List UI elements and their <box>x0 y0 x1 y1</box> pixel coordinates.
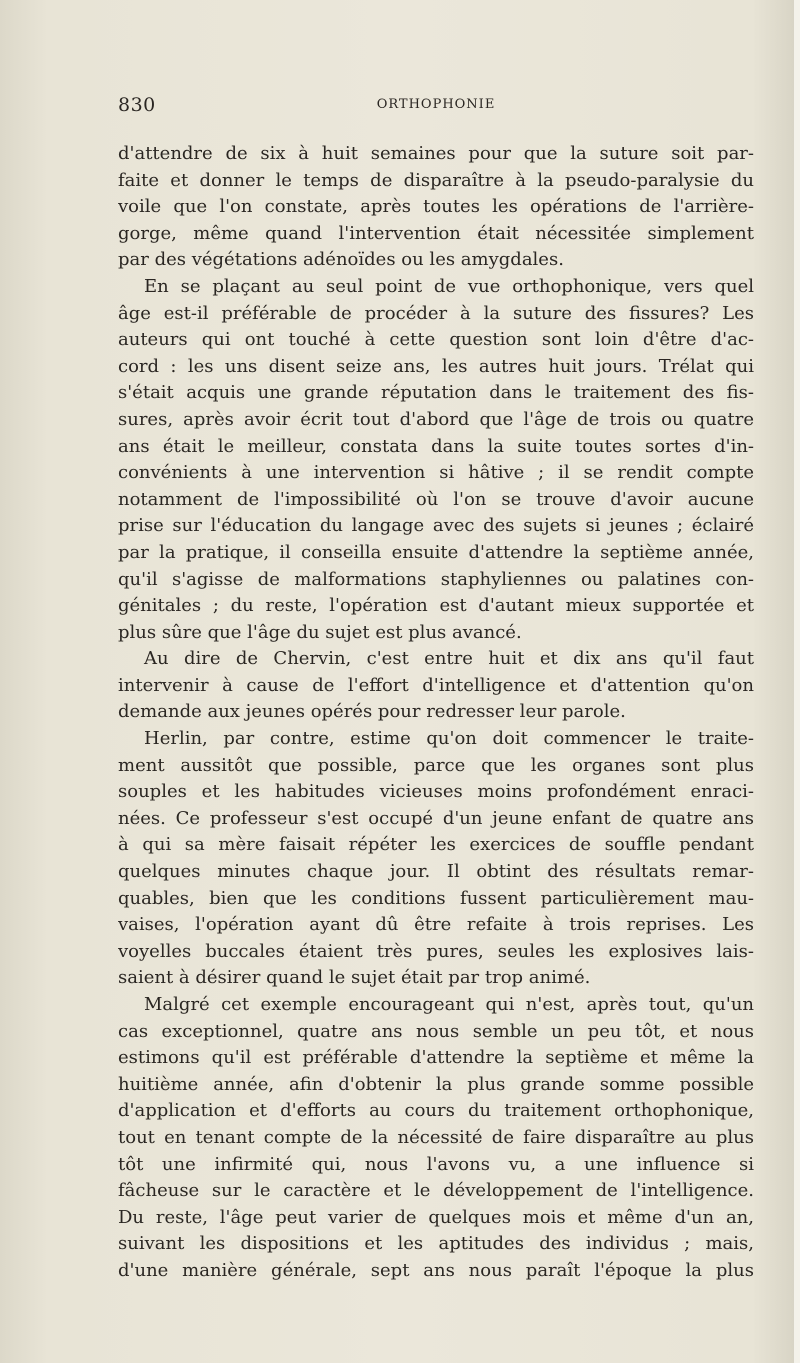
text-line: ans était le meilleur, constata dans la suite toutes sortes d'in- <box>118 435 754 457</box>
text-line: s'était acquis une grande réputation dans le traitement des fis- <box>118 382 754 404</box>
text-line: ment aussitôt que possible, parce que les organes sont plus <box>118 754 754 776</box>
text-line: quables, bien que les conditions fussent particulièrement mau- <box>118 887 754 909</box>
text-line: fâcheuse sur le caractère et le développement de l'intelligence. <box>118 1180 754 1202</box>
text-line: cord : les uns disent seize ans, les autres huit jours. Trélat qui <box>118 355 754 377</box>
text-line: suivant les dispositions et les aptitudes des individus ; mais, <box>118 1233 754 1255</box>
text-line: huitième année, afin d'obtenir la plus grande somme possible <box>118 1073 754 1095</box>
page-number: 830 <box>118 94 156 116</box>
text-line: d'application et d'efforts au cours du traitement orthophonique, <box>118 1100 754 1122</box>
text-line: âge est-il préférable de procéder à la suture des fissures? Les <box>118 302 754 324</box>
text-line: prise sur l'éducation du langage avec des sujets si jeunes ; éclairé <box>118 515 754 537</box>
text-line: Malgré cet exemple encourageant qui n'est, après tout, qu'un <box>144 994 754 1015</box>
text-line: voyelles buccales étaient très pures, seules les explosives lais- <box>118 940 754 962</box>
running-title: ORTHOPHONIE <box>376 97 496 112</box>
text-line: plus sûre que l'âge du sujet est plus avancé. <box>118 621 522 643</box>
text-line: par des végétations adénoïdes ou les amygdales. <box>118 249 564 271</box>
text-line: Herlin, par contre, estime qu'on doit commencer le traite- <box>144 728 754 750</box>
text-line: voile que l'on constate, après toutes les opérations de l'arrière- <box>118 196 754 218</box>
text-line: d'attendre de six à huit semaines pour que la suture soit par- <box>118 143 754 164</box>
text-line: saient à désirer quand le sujet était par trop animé. <box>118 967 591 989</box>
text-line: cas exceptionnel, quatre ans nous semble un peu tôt, et nous <box>118 1020 754 1042</box>
text-line: En se plaçant au seul point de vue orthophonique, vers quel <box>144 275 754 297</box>
body-text <box>118 141 754 1285</box>
text-line: Du reste, l'âge peut varier de quelques mois et même d'un an, <box>118 1206 754 1228</box>
text-line: qu'il s'agisse de malformations staphyliennes ou palatines con- <box>118 568 754 590</box>
text-line: quelques minutes chaque jour. Il obtint des résultats remar- <box>118 861 754 883</box>
text-line: par la pratique, il conseilla ensuite d'attendre la septième année, <box>118 541 754 563</box>
page-edge <box>794 0 800 1363</box>
text-line: tôt une infirmité qui, nous l'avons vu, a une influence si <box>118 1153 754 1175</box>
text-line: estimons qu'il est préférable d'attendre la septième et même la <box>118 1047 754 1069</box>
text-line: souples et les habitudes vicieuses moins profondément enraci- <box>118 781 754 803</box>
text-line: à qui sa mère faisait répéter les exercices de souffle pendant <box>118 834 754 856</box>
text-line: gorge, même quand l'intervention était nécessitée simplement <box>118 222 754 244</box>
text-line: tout en tenant compte de la nécessité de faire disparaître au plus <box>118 1126 754 1148</box>
text-line: Au dire de Chervin, c'est entre huit et dix ans qu'il faut <box>144 648 754 670</box>
text-line: intervenir à cause de l'effort d'intelligence et d'attention qu'on <box>118 674 754 696</box>
text-line: nées. Ce professeur s'est occupé d'un jeune enfant de quatre ans <box>118 807 754 829</box>
text-line: vaises, l'opération ayant dû être refaite à trois reprises. Les <box>118 914 754 936</box>
text-line: auteurs qui ont touché à cette question sont loin d'être d'ac- <box>118 329 754 351</box>
text-line: sures, après avoir écrit tout d'abord que l'âge de trois ou quatre <box>118 408 754 430</box>
text-line: génitales ; du reste, l'opération est d'autant mieux supportée et <box>118 595 754 617</box>
text-line: faite et donner le temps de disparaître à la pseudo-paralysie du <box>118 169 754 191</box>
text-line: notamment de l'impossibilité où l'on se trouve d'avoir aucune <box>118 488 754 510</box>
text-line: demande aux jeunes opérés pour redresser leur parole. <box>118 701 626 723</box>
page-header <box>118 94 754 124</box>
text-line: convénients à une intervention si hâtive ; il se rendit compte <box>118 462 754 484</box>
text-line: d'une manière générale, sept ans nous paraît l'époque la plus <box>118 1259 754 1281</box>
